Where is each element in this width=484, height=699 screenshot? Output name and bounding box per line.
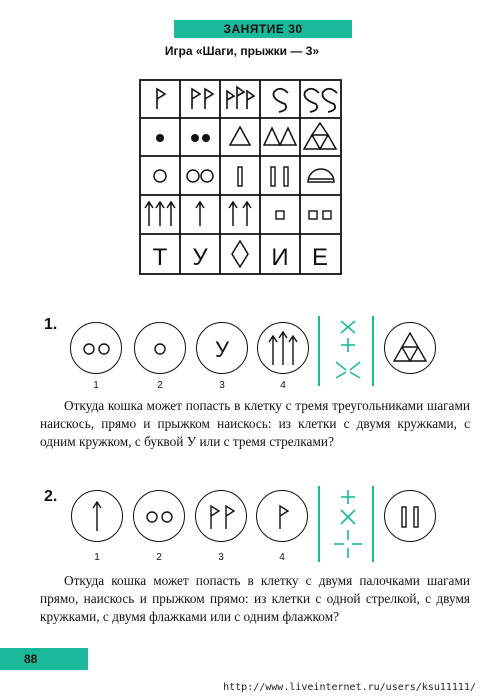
symbol-grid <box>139 79 342 275</box>
ring-icon <box>84 344 94 354</box>
flag-icon <box>157 89 165 109</box>
grid-letter-u: У <box>192 244 208 271</box>
triangle-icon <box>230 127 250 145</box>
divider-line <box>372 486 374 562</box>
ring-icon <box>187 170 199 182</box>
stick-icon <box>238 167 242 186</box>
ex1-circle-2 <box>134 322 186 374</box>
arrow-up-icon <box>145 202 175 226</box>
lesson-title: ЗАНЯТИЕ 30 <box>174 20 352 38</box>
triangle-icon <box>394 333 426 361</box>
s-shape-icon <box>304 89 337 112</box>
ring-icon <box>147 512 157 522</box>
dot-icon <box>202 134 210 142</box>
ex1-label-2: 2 <box>157 380 163 391</box>
ex1-letter-u: У <box>215 337 229 362</box>
diamond-icon <box>232 241 248 267</box>
ex2-circle-4 <box>256 490 308 542</box>
semicircle-icon <box>308 169 334 182</box>
page-number: 88 <box>0 648 88 670</box>
s-shape-icon <box>273 89 288 112</box>
ring-icon <box>201 170 213 182</box>
exercise-2-text: Откуда кошка может попасть в клетку с двумя палочками шагами прямо, наискось и прыжком прямо: из клетки с одной стрелкой, с двумя кружками, с двумя флажками или с одним флажком? <box>40 573 470 624</box>
arrow-up-icon <box>269 332 297 365</box>
divider-line <box>372 316 374 386</box>
grid-letter-e: Е <box>311 244 329 271</box>
divider-line <box>318 316 320 386</box>
ex2-circle-1 <box>71 490 123 542</box>
ring-icon <box>154 170 166 182</box>
move-symbols-icon <box>330 488 366 560</box>
arrow-up-icon <box>196 202 204 226</box>
dot-icon <box>191 134 199 142</box>
ring-icon <box>99 344 109 354</box>
stick-icon <box>414 507 418 527</box>
ex1-target-circle <box>384 322 436 374</box>
ex2-label-1: 1 <box>94 552 100 563</box>
ex1-circle-1 <box>70 322 122 374</box>
exercise-2-number: 2. <box>44 488 58 505</box>
source-url[interactable]: http://www.liveinternet.ru/users/ksu11111/ <box>223 682 476 693</box>
stick-icon <box>402 507 406 527</box>
ex2-label-4: 4 <box>279 552 285 563</box>
ex2-target-circle <box>384 490 436 542</box>
triangle-icon <box>264 128 296 145</box>
ring-icon <box>162 512 172 522</box>
square-icon <box>276 211 284 219</box>
exercise-1-text: Откуда кошка может попасть в клетку с тремя треугольниками шагами наискось, прямо и прыжком наискось: из клетки с двумя кружками, с одним кружком, с буквой У или с тремя стрелками? <box>40 398 470 449</box>
arrow-up-icon <box>229 202 251 226</box>
ex1-label-4: 4 <box>280 380 286 391</box>
ex1-label-1: 1 <box>93 380 99 391</box>
stick-icon <box>271 167 275 186</box>
game-title: Игра «Шаги, прыжки — 3» <box>164 44 320 58</box>
ex1-label-3: 3 <box>219 380 225 391</box>
grid-letter-i: И <box>271 244 289 271</box>
divider-line <box>318 486 320 562</box>
dot-icon <box>156 134 164 142</box>
arrow-up-icon <box>93 502 101 531</box>
exercise-1-number: 1. <box>44 316 58 333</box>
square-icon <box>309 211 317 219</box>
flag-icon <box>280 506 288 529</box>
stick-icon <box>284 167 288 186</box>
ex1-circle-4 <box>257 322 309 374</box>
ex2-label-2: 2 <box>156 552 162 563</box>
flag-icon <box>211 506 234 529</box>
ex1-circle-3 <box>196 322 248 374</box>
ex2-circle-2 <box>133 490 185 542</box>
flag-icon <box>227 87 254 109</box>
ex2-label-3: 3 <box>218 552 224 563</box>
move-symbols-icon <box>330 318 366 382</box>
square-icon <box>323 211 331 219</box>
flag-icon <box>192 89 213 109</box>
grid-letter-t: Т <box>152 244 168 271</box>
ring-icon <box>155 344 165 354</box>
triangle-icon <box>304 123 336 149</box>
ex2-circle-3 <box>195 490 247 542</box>
